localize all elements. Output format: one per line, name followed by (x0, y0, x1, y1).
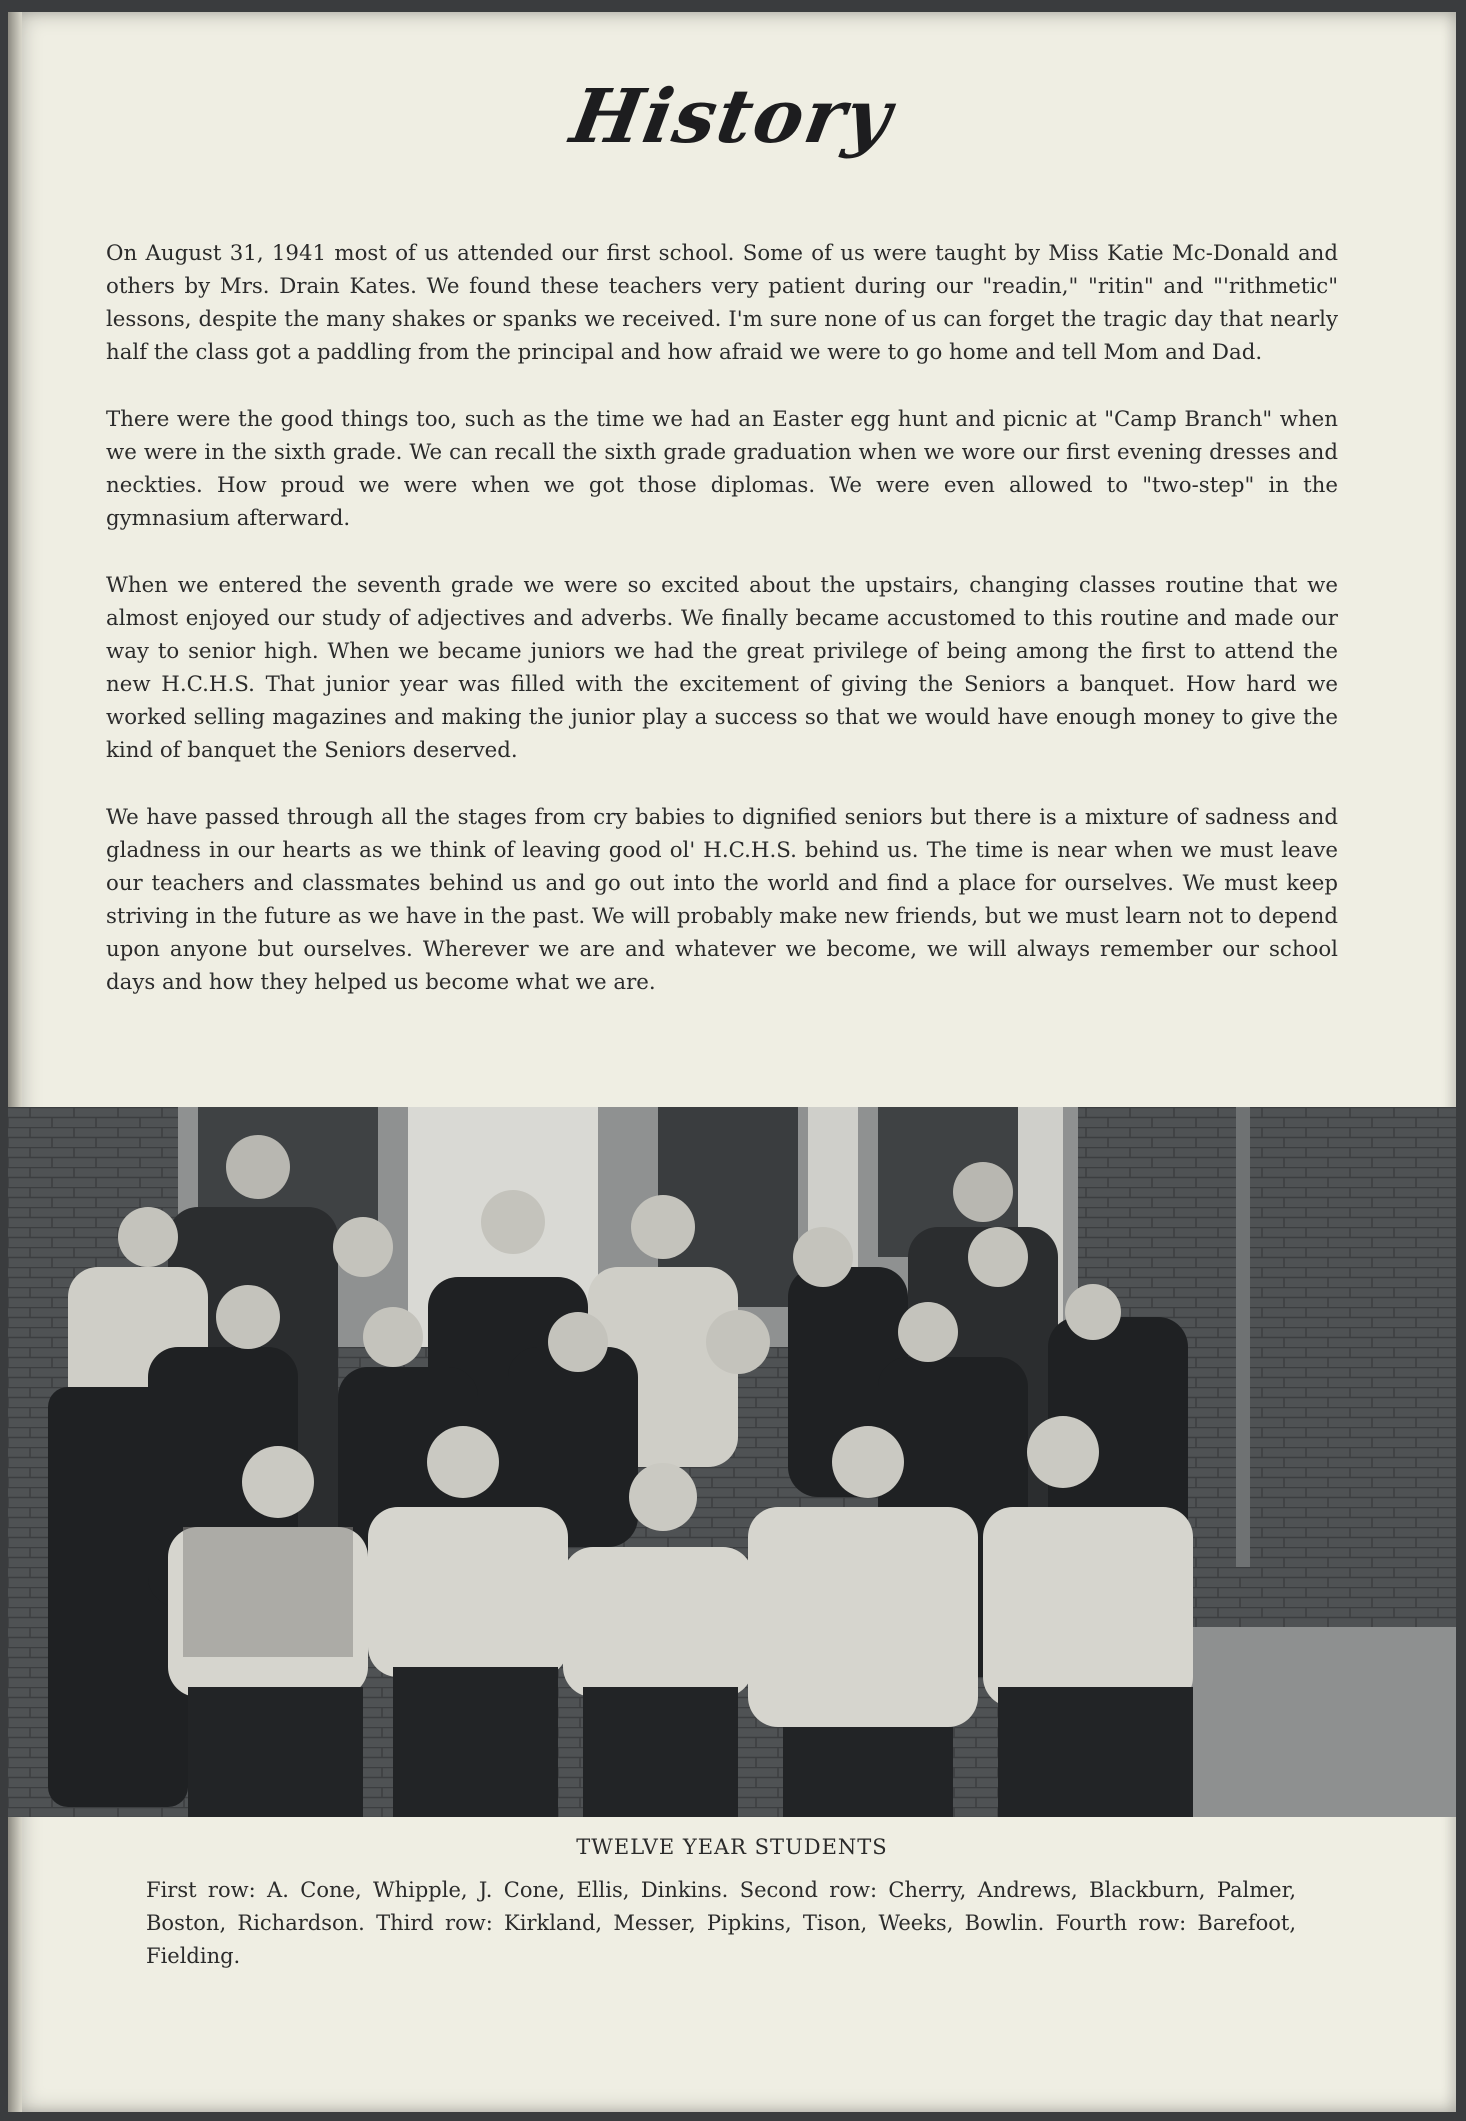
paragraph-2: There were the good things too, such as the time we had an Easter egg hunt and picnic at "Camp Branch" when we were in the sixth grade. We can recall the sixth grade graduation when we wore our first evening dresses and neckties. How proud we were when we got those diplomas. We were even allowed to "two-step" in the gymnasium afterward. (106, 407, 1338, 531)
group-photo-illustration (8, 1107, 1456, 1817)
page-title: History (564, 74, 900, 160)
history-text (106, 237, 1338, 1033)
photo-caption-title: TWELVE YEAR STUDENTS (576, 1835, 888, 1859)
paragraph-3: When we entered the seventh grade we were so excited about the upstairs, changing classes routine that we almost enjoyed our study of adjectives and adverbs. We finally became accustomed to this routine and made our way to senior high. When we became juniors we had the great privilege of being among the first to attend the new H.C.H.S. That junior year was filled with the excitement of giving the Seniors a banquet. How hard we worked selling magazines and making the junior play a success so that we would have enough money to give the kind of banquet the Seniors deserved. (106, 573, 1338, 763)
paragraph-1: On August 31, 1941 most of us attended our first school. Some of us were taught by Miss Katie Mc-Donald and others by Mrs. Drain Kates. We found these teachers very patient during our "readin," "ritin" and "'rithmetic" lessons, despite the many shakes or spanks we received. I'm sure none of us can forget the tragic day that nearly half the class got a paddling from the principal and how afraid we were to go home and tell Mom and Dad. (106, 241, 1338, 365)
yearbook-page (8, 12, 1456, 2112)
paragraph-4: We have passed through all the stages from cry babies to dignified seniors but there is a mixture of sadness and gladness in our hearts as we think of leaving good ol' H.C.H.S. behind us. The time is near when we must leave our teachers and classmates behind us and go out into the world and find a place for ourselves. We must keep striving in the future as we have in the past. We will probably make new friends, but we must learn not to depend upon anyone but ourselves. Wherever we are and whatever we become, we will always remember our school days and how they helped us become what we are. (106, 805, 1338, 995)
photo-caption-names: First row: A. Cone, Whipple, J. Cone, Ellis, Dinkins. Second row: Cherry, Andrews, Blackburn, Palmer, Boston, Richardson. Third row: Kirkland, Messer, Pipkins, Tison, Weeks, Bowlin. Fourth row: Barefoot, Fielding. (146, 1878, 1296, 1968)
group-photo (8, 1107, 1456, 1817)
